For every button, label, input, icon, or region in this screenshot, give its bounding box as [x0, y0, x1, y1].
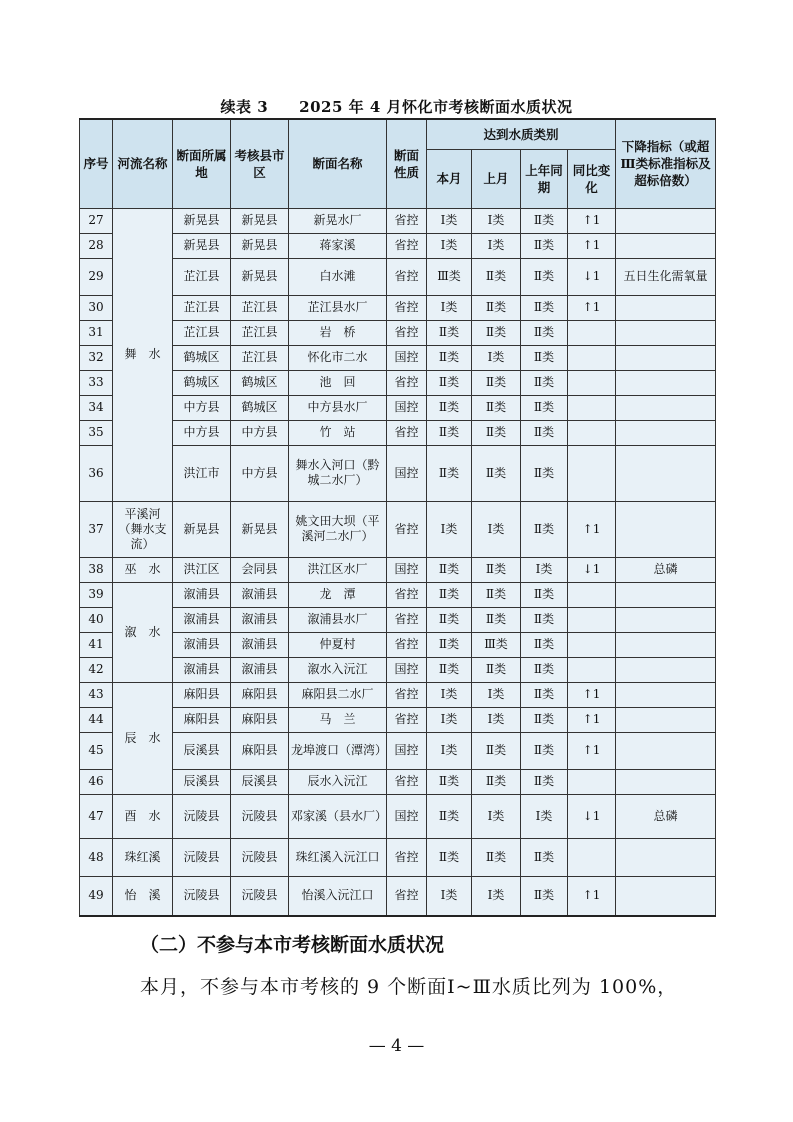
table-row [80, 876, 716, 916]
cell-name: 岩 桥 [289, 320, 387, 345]
cell-nature: 国控 [387, 345, 427, 370]
cell-nature: 国控 [387, 657, 427, 682]
cell-ly: Ⅱ类 [521, 838, 568, 876]
cell-prev: Ⅱ类 [472, 370, 521, 395]
cell-cur: Ⅱ类 [427, 420, 472, 445]
cell-loc: 洪江市 [173, 445, 231, 501]
cell-ind: 五日生化需氧量 [616, 258, 716, 295]
cell-prev: Ⅱ类 [472, 732, 521, 769]
cell-chg: ↑1 [568, 682, 616, 707]
table-row [80, 395, 716, 420]
cell-no: 41 [80, 632, 113, 657]
table-row [80, 607, 716, 632]
cell-loc: 中方县 [173, 395, 231, 420]
cell-county: 新晃县 [231, 233, 289, 258]
cell-name: 竹 站 [289, 420, 387, 445]
cell-prev: Ⅱ类 [472, 395, 521, 420]
cell-name: 辰水入沅江 [289, 769, 387, 794]
cell-chg: ↓1 [568, 557, 616, 582]
cell-prev: Ⅰ类 [472, 876, 521, 916]
cell-name: 麻阳县二水厂 [289, 682, 387, 707]
cell-county: 鹤城区 [231, 370, 289, 395]
cell-chg [568, 838, 616, 876]
cell-ly: Ⅱ类 [521, 258, 568, 295]
cell-nature: 省控 [387, 632, 427, 657]
table-row [80, 732, 716, 769]
cell-name: 龙 潭 [289, 582, 387, 607]
cell-no: 47 [80, 794, 113, 838]
table-row [80, 295, 716, 320]
cell-loc: 鹤城区 [173, 370, 231, 395]
cell-county: 沅陵县 [231, 876, 289, 916]
cell-ind [616, 208, 716, 233]
cell-no: 49 [80, 876, 113, 916]
cell-name: 姚文田大坝（平溪河二水厂） [289, 501, 387, 557]
cell-prev: Ⅱ类 [472, 445, 521, 501]
cell-county: 沅陵县 [231, 794, 289, 838]
cell-prev: Ⅰ类 [472, 794, 521, 838]
cell-county: 中方县 [231, 445, 289, 501]
cell-name: 珠红溪入沅江口 [289, 838, 387, 876]
cell-ly: Ⅱ类 [521, 657, 568, 682]
cell-ind [616, 657, 716, 682]
cell-nature: 国控 [387, 794, 427, 838]
cell-ind [616, 838, 716, 876]
cell-river: 溆 水 [113, 582, 173, 682]
table-row [80, 657, 716, 682]
cell-cur: Ⅱ类 [427, 607, 472, 632]
table-row [80, 208, 716, 233]
cell-name: 芷江县水厂 [289, 295, 387, 320]
cell-chg [568, 657, 616, 682]
cell-county: 新晃县 [231, 258, 289, 295]
header-river: 河流名称 [113, 119, 173, 208]
cell-prev: Ⅱ类 [472, 582, 521, 607]
header-category-group: 达到水质类别 [427, 119, 616, 149]
cell-ind [616, 582, 716, 607]
table-caption: 续表 3 2025 年 4 月怀化市考核断面水质状况 [220, 98, 573, 116]
cell-ly: Ⅰ类 [521, 557, 568, 582]
cell-cur: Ⅱ类 [427, 582, 472, 607]
cell-nature: 国控 [387, 557, 427, 582]
cell-no: 37 [80, 501, 113, 557]
cell-ly: Ⅱ类 [521, 420, 568, 445]
cell-nature: 省控 [387, 682, 427, 707]
cell-ind [616, 632, 716, 657]
cell-cur: Ⅰ类 [427, 682, 472, 707]
cell-prev: Ⅱ类 [472, 320, 521, 345]
cell-cur: Ⅱ类 [427, 395, 472, 420]
cell-name: 池 回 [289, 370, 387, 395]
cell-ly: Ⅱ类 [521, 295, 568, 320]
table-row [80, 370, 716, 395]
cell-prev: Ⅱ类 [472, 657, 521, 682]
cell-chg: ↑1 [568, 876, 616, 916]
cell-name: 蒋家溪 [289, 233, 387, 258]
cell-chg [568, 345, 616, 370]
cell-ind [616, 876, 716, 916]
cell-chg: ↓1 [568, 794, 616, 838]
table-row [80, 320, 716, 345]
cell-river: 辰 水 [113, 682, 173, 794]
table-row [80, 557, 716, 582]
cell-county: 溆浦县 [231, 582, 289, 607]
cell-name: 洪江区水厂 [289, 557, 387, 582]
cell-prev: Ⅱ类 [472, 258, 521, 295]
cell-county: 芷江县 [231, 345, 289, 370]
cell-chg [568, 607, 616, 632]
cell-ind [616, 320, 716, 345]
cell-river: 平溪河（舞水支流） [113, 501, 173, 557]
cell-no: 31 [80, 320, 113, 345]
cell-name: 怡溪入沅江口 [289, 876, 387, 916]
water-quality-table [79, 118, 716, 917]
cell-loc: 沅陵县 [173, 794, 231, 838]
cell-prev: Ⅰ类 [472, 233, 521, 258]
cell-no: 36 [80, 445, 113, 501]
cell-ly: Ⅱ类 [521, 707, 568, 732]
header-location: 断面所属地 [173, 119, 231, 208]
cell-ind: 总磷 [616, 794, 716, 838]
cell-chg: ↑1 [568, 233, 616, 258]
cell-county: 溆浦县 [231, 607, 289, 632]
table-row [80, 582, 716, 607]
cell-nature: 国控 [387, 395, 427, 420]
cell-name: 怀化市二水 [289, 345, 387, 370]
cell-ind [616, 395, 716, 420]
table-row [80, 769, 716, 794]
body-paragraph: 本月，不参与本市考核的 9 个断面Ⅰ~Ⅲ水质比列为 100%， [140, 976, 678, 998]
table-row [80, 632, 716, 657]
section-heading: （二）不参与本市考核断面水质状况 [140, 934, 445, 956]
cell-name: 马 兰 [289, 707, 387, 732]
cell-county: 沅陵县 [231, 838, 289, 876]
cell-loc: 新晃县 [173, 208, 231, 233]
cell-no: 29 [80, 258, 113, 295]
cell-prev: Ⅱ类 [472, 295, 521, 320]
cell-nature: 省控 [387, 370, 427, 395]
cell-loc: 中方县 [173, 420, 231, 445]
cell-ly: Ⅱ类 [521, 208, 568, 233]
cell-loc: 辰溪县 [173, 732, 231, 769]
table-row [80, 258, 716, 295]
cell-loc: 沅陵县 [173, 876, 231, 916]
cell-county: 新晃县 [231, 501, 289, 557]
cell-ly: Ⅱ类 [521, 395, 568, 420]
cell-cur: Ⅰ类 [427, 295, 472, 320]
cell-chg: ↑1 [568, 707, 616, 732]
cell-loc: 鹤城区 [173, 345, 231, 370]
cell-no: 48 [80, 838, 113, 876]
cell-loc: 溆浦县 [173, 657, 231, 682]
cell-cur: Ⅱ类 [427, 445, 472, 501]
cell-name: 新晃水厂 [289, 208, 387, 233]
cell-county: 麻阳县 [231, 682, 289, 707]
cell-no: 34 [80, 395, 113, 420]
cell-no: 46 [80, 769, 113, 794]
header-nature: 断面性质 [387, 119, 427, 208]
cell-no: 28 [80, 233, 113, 258]
cell-nature: 省控 [387, 295, 427, 320]
cell-chg: ↑1 [568, 295, 616, 320]
cell-name: 溆浦县水厂 [289, 607, 387, 632]
cell-loc: 沅陵县 [173, 838, 231, 876]
cell-ind [616, 682, 716, 707]
cell-prev: Ⅱ类 [472, 769, 521, 794]
cell-chg: ↑1 [568, 501, 616, 557]
cell-no: 33 [80, 370, 113, 395]
cell-ly: Ⅱ类 [521, 501, 568, 557]
cell-prev: Ⅱ类 [472, 557, 521, 582]
cell-loc: 新晃县 [173, 501, 231, 557]
cell-no: 32 [80, 345, 113, 370]
cell-ly: Ⅱ类 [521, 682, 568, 707]
cell-river: 舞 水 [113, 208, 173, 501]
cell-river: 酉 水 [113, 794, 173, 838]
cell-ind [616, 732, 716, 769]
cell-ind: 总磷 [616, 557, 716, 582]
cell-cur: Ⅱ类 [427, 370, 472, 395]
cell-chg [568, 395, 616, 420]
cell-ly: Ⅱ类 [521, 732, 568, 769]
cell-prev: Ⅲ类 [472, 632, 521, 657]
cell-ly: Ⅱ类 [521, 607, 568, 632]
cell-name: 邓家溪（县水厂） [289, 794, 387, 838]
cell-county: 鹤城区 [231, 395, 289, 420]
cell-no: 43 [80, 682, 113, 707]
cell-cur: Ⅱ类 [427, 345, 472, 370]
cell-chg: ↑1 [568, 208, 616, 233]
table-row [80, 838, 716, 876]
header-county: 考核县市区 [231, 119, 289, 208]
cell-nature: 省控 [387, 208, 427, 233]
table-row [80, 445, 716, 501]
header-last-month: 上月 [472, 149, 521, 208]
page-number: — 4 — [368, 1036, 425, 1056]
cell-no: 45 [80, 732, 113, 769]
cell-loc: 芷江县 [173, 320, 231, 345]
cell-name: 龙埠渡口（潭湾） [289, 732, 387, 769]
cell-loc: 洪江区 [173, 557, 231, 582]
cell-ind [616, 445, 716, 501]
cell-nature: 省控 [387, 607, 427, 632]
cell-ly: Ⅱ类 [521, 345, 568, 370]
cell-chg [568, 445, 616, 501]
cell-cur: Ⅰ类 [427, 707, 472, 732]
cell-county: 芷江县 [231, 295, 289, 320]
cell-nature: 省控 [387, 420, 427, 445]
cell-ind [616, 707, 716, 732]
cell-ly: Ⅱ类 [521, 582, 568, 607]
cell-no: 44 [80, 707, 113, 732]
cell-ind [616, 345, 716, 370]
cell-county: 麻阳县 [231, 732, 289, 769]
cell-prev: Ⅰ类 [472, 682, 521, 707]
cell-ind [616, 501, 716, 557]
cell-ly: Ⅱ类 [521, 233, 568, 258]
cell-ind [616, 370, 716, 395]
cell-no: 30 [80, 295, 113, 320]
header-seq: 序号 [80, 119, 113, 208]
header-indicator: 下降指标（或超Ⅲ类标准指标及超标倍数） [616, 119, 716, 208]
header-yoy: 同比变化 [568, 149, 616, 208]
cell-name: 舞水入河口（黔城二水厂） [289, 445, 387, 501]
cell-nature: 省控 [387, 838, 427, 876]
table-row [80, 233, 716, 258]
cell-nature: 省控 [387, 582, 427, 607]
cell-county: 会同县 [231, 557, 289, 582]
cell-nature: 省控 [387, 876, 427, 916]
cell-cur: Ⅰ类 [427, 732, 472, 769]
cell-cur: Ⅱ类 [427, 838, 472, 876]
cell-nature: 省控 [387, 707, 427, 732]
cell-ly: Ⅰ类 [521, 794, 568, 838]
cell-cur: Ⅱ类 [427, 657, 472, 682]
cell-ind [616, 607, 716, 632]
cell-chg [568, 420, 616, 445]
cell-chg [568, 320, 616, 345]
cell-name: 仲夏村 [289, 632, 387, 657]
table-row [80, 420, 716, 445]
cell-loc: 新晃县 [173, 233, 231, 258]
cell-ly: Ⅱ类 [521, 445, 568, 501]
cell-county: 新晃县 [231, 208, 289, 233]
cell-ly: Ⅱ类 [521, 320, 568, 345]
cell-chg: ↓1 [568, 258, 616, 295]
cell-name: 白水滩 [289, 258, 387, 295]
cell-river: 珠红溪 [113, 838, 173, 876]
cell-no: 27 [80, 208, 113, 233]
cell-county: 中方县 [231, 420, 289, 445]
cell-cur: Ⅰ类 [427, 501, 472, 557]
table-row [80, 501, 716, 557]
cell-cur: Ⅱ类 [427, 557, 472, 582]
cell-county: 麻阳县 [231, 707, 289, 732]
table-row [80, 707, 716, 732]
cell-prev: Ⅰ类 [472, 208, 521, 233]
table-row [80, 682, 716, 707]
cell-cur: Ⅰ类 [427, 233, 472, 258]
cell-no: 39 [80, 582, 113, 607]
cell-ind [616, 769, 716, 794]
cell-loc: 辰溪县 [173, 769, 231, 794]
table-row [80, 345, 716, 370]
cell-county: 辰溪县 [231, 769, 289, 794]
cell-chg [568, 769, 616, 794]
cell-ind [616, 295, 716, 320]
cell-cur: Ⅲ类 [427, 258, 472, 295]
cell-loc: 溆浦县 [173, 582, 231, 607]
header-last-year: 上年同期 [521, 149, 568, 208]
cell-cur: Ⅰ类 [427, 208, 472, 233]
cell-loc: 溆浦县 [173, 632, 231, 657]
cell-nature: 省控 [387, 501, 427, 557]
cell-nature: 国控 [387, 445, 427, 501]
cell-cur: Ⅱ类 [427, 769, 472, 794]
cell-chg [568, 632, 616, 657]
cell-ly: Ⅱ类 [521, 876, 568, 916]
cell-chg [568, 370, 616, 395]
cell-ly: Ⅱ类 [521, 370, 568, 395]
cell-chg: ↑1 [568, 732, 616, 769]
cell-name: 中方县水厂 [289, 395, 387, 420]
cell-chg [568, 582, 616, 607]
cell-prev: Ⅰ类 [472, 345, 521, 370]
cell-nature: 省控 [387, 769, 427, 794]
cell-no: 35 [80, 420, 113, 445]
cell-no: 38 [80, 557, 113, 582]
cell-ly: Ⅱ类 [521, 769, 568, 794]
cell-loc: 麻阳县 [173, 707, 231, 732]
cell-prev: Ⅱ类 [472, 420, 521, 445]
cell-county: 芷江县 [231, 320, 289, 345]
cell-cur: Ⅱ类 [427, 794, 472, 838]
cell-nature: 省控 [387, 233, 427, 258]
table-row [80, 794, 716, 838]
cell-ind [616, 233, 716, 258]
cell-prev: Ⅰ类 [472, 501, 521, 557]
cell-county: 溆浦县 [231, 632, 289, 657]
cell-nature: 国控 [387, 732, 427, 769]
cell-nature: 省控 [387, 320, 427, 345]
header-this-month: 本月 [427, 149, 472, 208]
cell-prev: Ⅱ类 [472, 607, 521, 632]
cell-name: 溆水入沅江 [289, 657, 387, 682]
header-section-name: 断面名称 [289, 119, 387, 208]
cell-county: 溆浦县 [231, 657, 289, 682]
cell-prev: Ⅱ类 [472, 838, 521, 876]
cell-prev: Ⅰ类 [472, 707, 521, 732]
cell-loc: 溆浦县 [173, 607, 231, 632]
cell-loc: 麻阳县 [173, 682, 231, 707]
cell-loc: 芷江县 [173, 295, 231, 320]
cell-no: 40 [80, 607, 113, 632]
cell-cur: Ⅰ类 [427, 876, 472, 916]
cell-river: 巫 水 [113, 557, 173, 582]
cell-ly: Ⅱ类 [521, 632, 568, 657]
cell-river: 怡 溪 [113, 876, 173, 916]
cell-cur: Ⅱ类 [427, 632, 472, 657]
cell-loc: 芷江县 [173, 258, 231, 295]
cell-no: 42 [80, 657, 113, 682]
cell-nature: 省控 [387, 258, 427, 295]
cell-ind [616, 420, 716, 445]
cell-cur: Ⅱ类 [427, 320, 472, 345]
